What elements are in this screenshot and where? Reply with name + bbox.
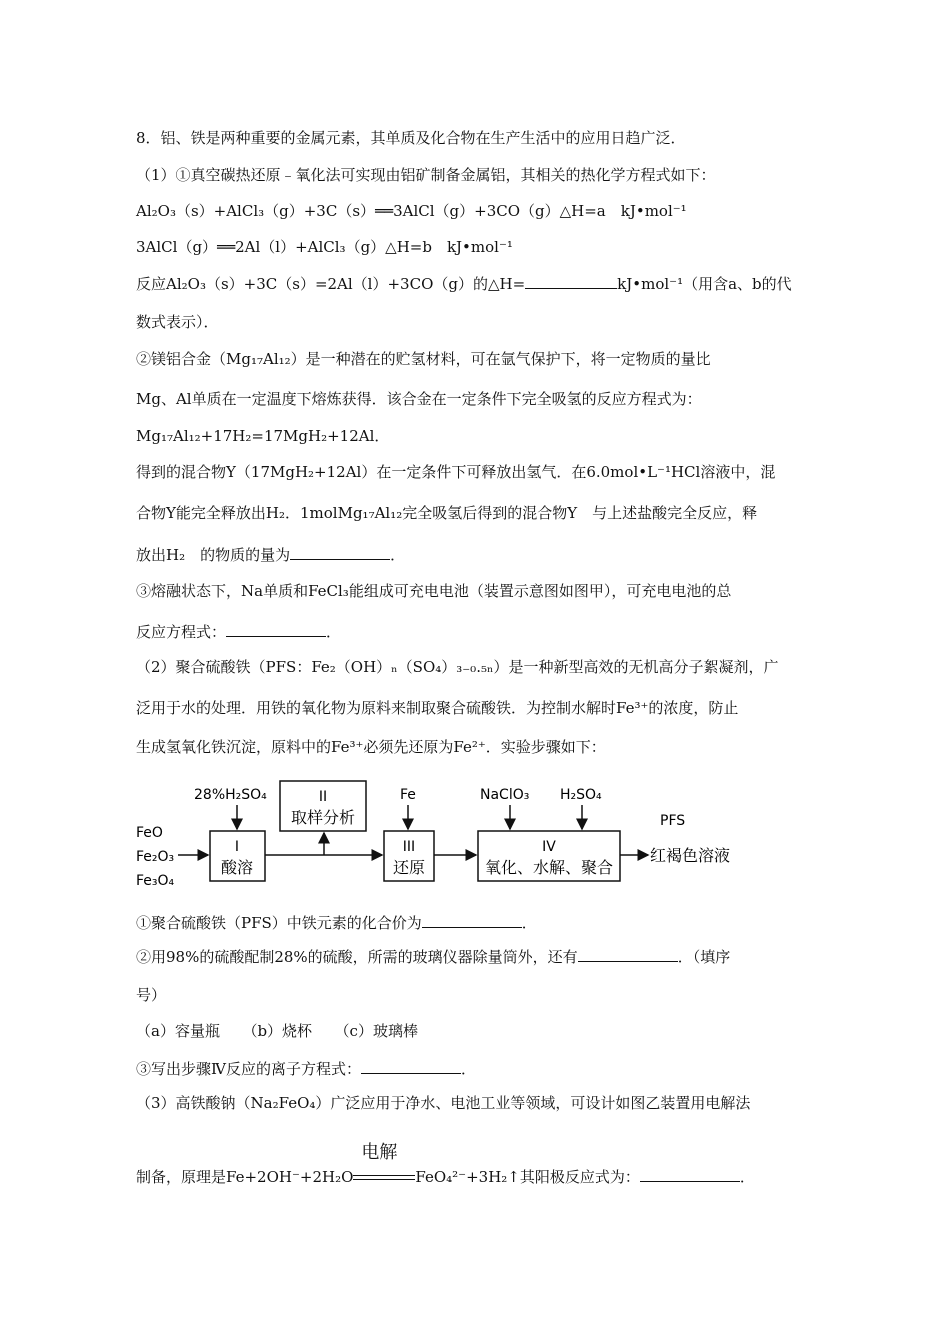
equation-3-cont: 数式表示）． bbox=[136, 313, 219, 331]
part2-b: Mg、Al单质在一定温度下熔炼获得．该合金在一定条件下完全吸氢的反应方程式为： bbox=[136, 390, 702, 408]
raw-material-fe3o4: Fe₃O₄ bbox=[136, 873, 175, 889]
fe-label: Fe bbox=[400, 787, 416, 803]
section2-c: 生成氢氧化铁沉淀，原料中的Fe³⁺必须先还原为Fe²⁺．实验步骤如下： bbox=[136, 738, 606, 756]
raw-material-feo: FeO bbox=[136, 825, 163, 841]
raw-material-fe2o3: Fe₂O₃ bbox=[136, 849, 175, 865]
q8-intro: 8．铝、铁是两种重要的金属元素，其单质及化合物在生产生活中的应用日趋广泛． bbox=[136, 129, 686, 147]
equation-3 bbox=[136, 272, 792, 294]
section2-q2-cont: 号） bbox=[136, 986, 167, 1004]
product-label: 红褐色溶液 bbox=[650, 846, 731, 865]
part2-e-prefix: 放出H₂ 的物质的量为 bbox=[136, 546, 291, 564]
s3-b-mid: FeO₄²⁻+3H₂↑其阳极反应式为： bbox=[415, 1168, 640, 1186]
step-4-label: 氧化、水解、聚合 bbox=[484, 858, 614, 877]
step-1-number: I bbox=[234, 839, 240, 855]
pfs-label: PFS bbox=[660, 813, 686, 829]
naclo3-label: NaClO₃ bbox=[480, 787, 530, 803]
step-3-label: 还原 bbox=[392, 858, 426, 877]
answer-blank-valence[interactable] bbox=[422, 911, 522, 928]
section2-q1 bbox=[136, 911, 537, 933]
step-2-number: II bbox=[318, 789, 328, 805]
s3-b-prefix: 制备，原理是Fe+2OH⁻+2H₂O bbox=[136, 1168, 354, 1186]
electrolysis-condition: 电解 bbox=[361, 1142, 398, 1163]
part2-d: 合物Y能完全释放出H₂．1molMg₁₇Al₁₂完全吸氢后得到的混合物Y 与上述盐酸完全反应，释 bbox=[136, 504, 758, 522]
section2-a: （2）聚合硫酸铁（PFS：Fe₂（OH）ₙ（SO₄）₃₋₀.₅ₙ）是一种新型高效的无机高分子絮凝剂，广 bbox=[136, 658, 779, 676]
step-1-label: 酸溶 bbox=[220, 858, 254, 877]
section2-options: （a）容量瓶 （b）烧杯 （c）玻璃棒 bbox=[136, 1022, 418, 1040]
section2-q3 bbox=[136, 1057, 476, 1079]
step-3-number: III bbox=[402, 839, 416, 855]
part3-a: ③熔融状态下，Na单质和FeCl₃能组成可充电电池（装置示意图如图甲），可充电电池的总 bbox=[136, 582, 732, 600]
answer-blank-glassware[interactable] bbox=[578, 945, 678, 962]
part3-b-prefix: 反应方程式： bbox=[136, 623, 227, 641]
s2-q3-prefix: ③写出步骤Ⅳ反应的离子方程式： bbox=[136, 1060, 361, 1078]
part3-b-suffix: ． bbox=[326, 623, 342, 641]
process-flow-diagram bbox=[130, 775, 750, 895]
part2-e bbox=[136, 543, 405, 565]
section2-b: 泛用于水的处理．用铁的氧化物为原料来制取聚合硫酸铁．为控制水解时Fe³⁺的浓度，防止 bbox=[136, 699, 739, 717]
s3-b-suffix: ． bbox=[739, 1168, 755, 1186]
part2-equation: Mg₁₇Al₁₂+17H₂=17MgH₂+12Al． bbox=[136, 427, 390, 445]
electrolysis-arrow bbox=[353, 1142, 415, 1185]
section2-q2 bbox=[136, 945, 730, 967]
answer-blank-anode[interactable] bbox=[640, 1165, 740, 1182]
acid-label: 28%H₂SO₄ bbox=[194, 787, 267, 803]
section3-a: （3）高铁酸钠（Na₂FeO₄）广泛应用于净水、电池工业等领域，可设计如图乙装置用电解法 bbox=[136, 1094, 751, 1112]
eq3-prefix: 反应Al₂O₃（s）+3C（s）=2Al（l）+3CO（g）的△H= bbox=[136, 275, 526, 293]
h2so4-label: H₂SO₄ bbox=[560, 787, 602, 803]
s2-q2-suffix: ．（填序 bbox=[677, 948, 731, 966]
eq3-suffix: kJ•mol⁻¹（用含a、b的代 bbox=[617, 275, 792, 293]
answer-blank-dh[interactable] bbox=[525, 272, 617, 289]
section3-b bbox=[136, 1142, 755, 1187]
step-2-label: 取样分析 bbox=[290, 808, 356, 827]
s2-q3-suffix: ． bbox=[461, 1060, 477, 1078]
part1-intro: （1）①真空碳热还原﹣氧化法可实现由铝矿制备金属铝，其相关的热化学方程式如下： bbox=[136, 166, 716, 184]
part2-c: 得到的混合物Y（17MgH₂+12Al）在一定条件下可释放出氢气．在6.0mol•L⁻¹HCl溶液中，混 bbox=[136, 463, 776, 481]
equation-2: 3AlCl（g）══2Al（l）+AlCl₃（g）△H=b kJ•mol⁻¹ bbox=[136, 238, 513, 256]
equation-1: Al₂O₃（s）+AlCl₃（g）+3C（s）══3AlCl（g）+3CO（g）△H=a kJ•mol⁻¹ bbox=[136, 202, 687, 220]
s2-q2-prefix: ②用98%的硫酸配制28%的硫酸，所需的玻璃仪器除量筒外，还有 bbox=[136, 948, 578, 966]
answer-blank-h2[interactable] bbox=[290, 543, 390, 560]
answer-blank-battery[interactable] bbox=[226, 620, 326, 637]
s2-q1-prefix: ①聚合硫酸铁（PFS）中铁元素的化合价为 bbox=[136, 914, 422, 932]
s2-q1-suffix: ． bbox=[521, 914, 537, 932]
answer-blank-ionic[interactable] bbox=[361, 1057, 461, 1074]
part3-b bbox=[136, 620, 341, 642]
step-4-number: IV bbox=[542, 839, 556, 855]
part2-e-suffix: ． bbox=[390, 546, 406, 564]
part2-a: ②镁铝合金（Mg₁₇Al₁₂）是一种潜在的贮氢材料，可在氩气保护下，将一定物质的量比 bbox=[136, 350, 711, 368]
